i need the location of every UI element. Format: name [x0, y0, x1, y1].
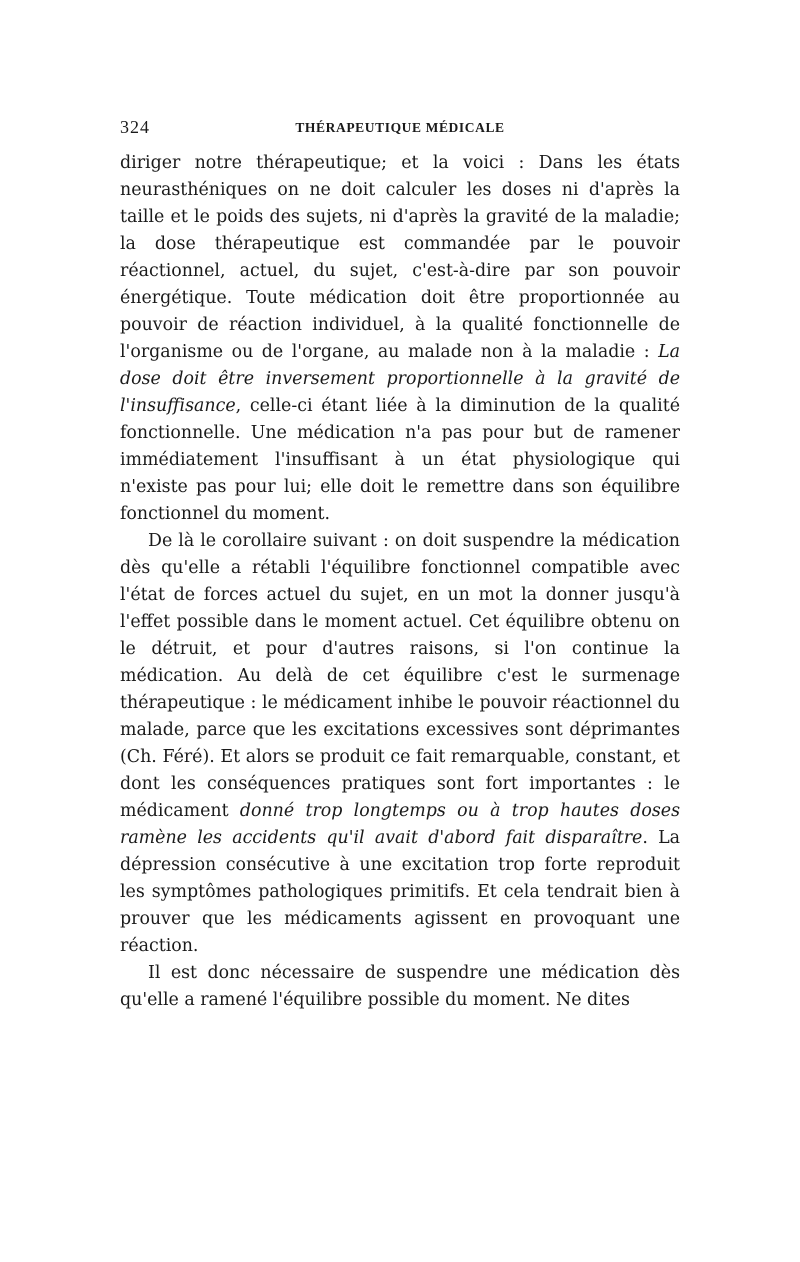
- text-segment: Il est donc nécessaire de suspendre une médication dès qu'elle a ramené l'équilibre possible du moment. Ne dites: [120, 963, 680, 1010]
- running-title: THÉRAPEUTIQUE MÉDICALE: [295, 120, 505, 135]
- italic-emphasis: donné trop longtemps ou à trop hautes doses ramène les accidents qu'il avait d'abord fait disparaître: [120, 801, 680, 848]
- paragraph-conclusion: [120, 960, 680, 1014]
- paragraph-corollary: [120, 528, 680, 960]
- text-segment: De là le corollaire suivant : on doit suspendre la médication dès qu'elle a rétabli l'équilibre fonctionnel compatible avec l'état de forces actuel du sujet, en un mot la donner jusqu'à l'effet possible dans le moment actuel. Cet équilibre obtenu on le détruit, et pour d'autres raisons, si l'on continue la médication. Au delà de cet équilibre c'est le surmenage thérapeutique : le médicament inhibe le pouvoir réactionnel du malade, parce que les excitations excessives sont déprimantes (Ch. Féré). Et alors se produit ce fait remarquable, constant, et dont les conséquences pratiques sont fort importantes : le médicament: [120, 531, 680, 821]
- text-segment: . La dépression consécutive à une excitation trop forte reproduit les symptômes pathologiques primitifs. Et cela tendrait bien à prouver que les médicaments agissent en provoquant une réaction.: [120, 828, 680, 956]
- running-head: [120, 117, 680, 137]
- text-segment: diriger notre thérapeutique; et la voici : Dans les états neurasthéniques on ne doit calculer les doses ni d'après la taille et le poids des sujets, ni d'après la gravité de la maladie; la dose thérapeutique est commandée par le pouvoir réactionnel, actuel, du sujet, c'est-à-dire par son pouvoir énergétique. Toute médication doit être proportionnée au pouvoir de réaction individuel, à la qualité fonctionnelle de l'organisme ou de l'organe, au malade non à la maladie :: [120, 153, 680, 362]
- italic-emphasis: La dose doit être inversement proportionnelle à la gravité de l'insuffisance: [120, 342, 680, 416]
- paragraph-continued: [120, 150, 680, 528]
- page-number: 324: [120, 117, 150, 137]
- body-text: [120, 150, 680, 1014]
- text-segment: , celle-ci étant liée à la diminution de la qualité fonctionnelle. Une médication n'a pas pour but de ramener immédiatement l'insuffisant à un état physiologique qui n'existe pas pour lui; elle doit le remettre dans son équilibre fonctionnel du moment.: [120, 396, 680, 524]
